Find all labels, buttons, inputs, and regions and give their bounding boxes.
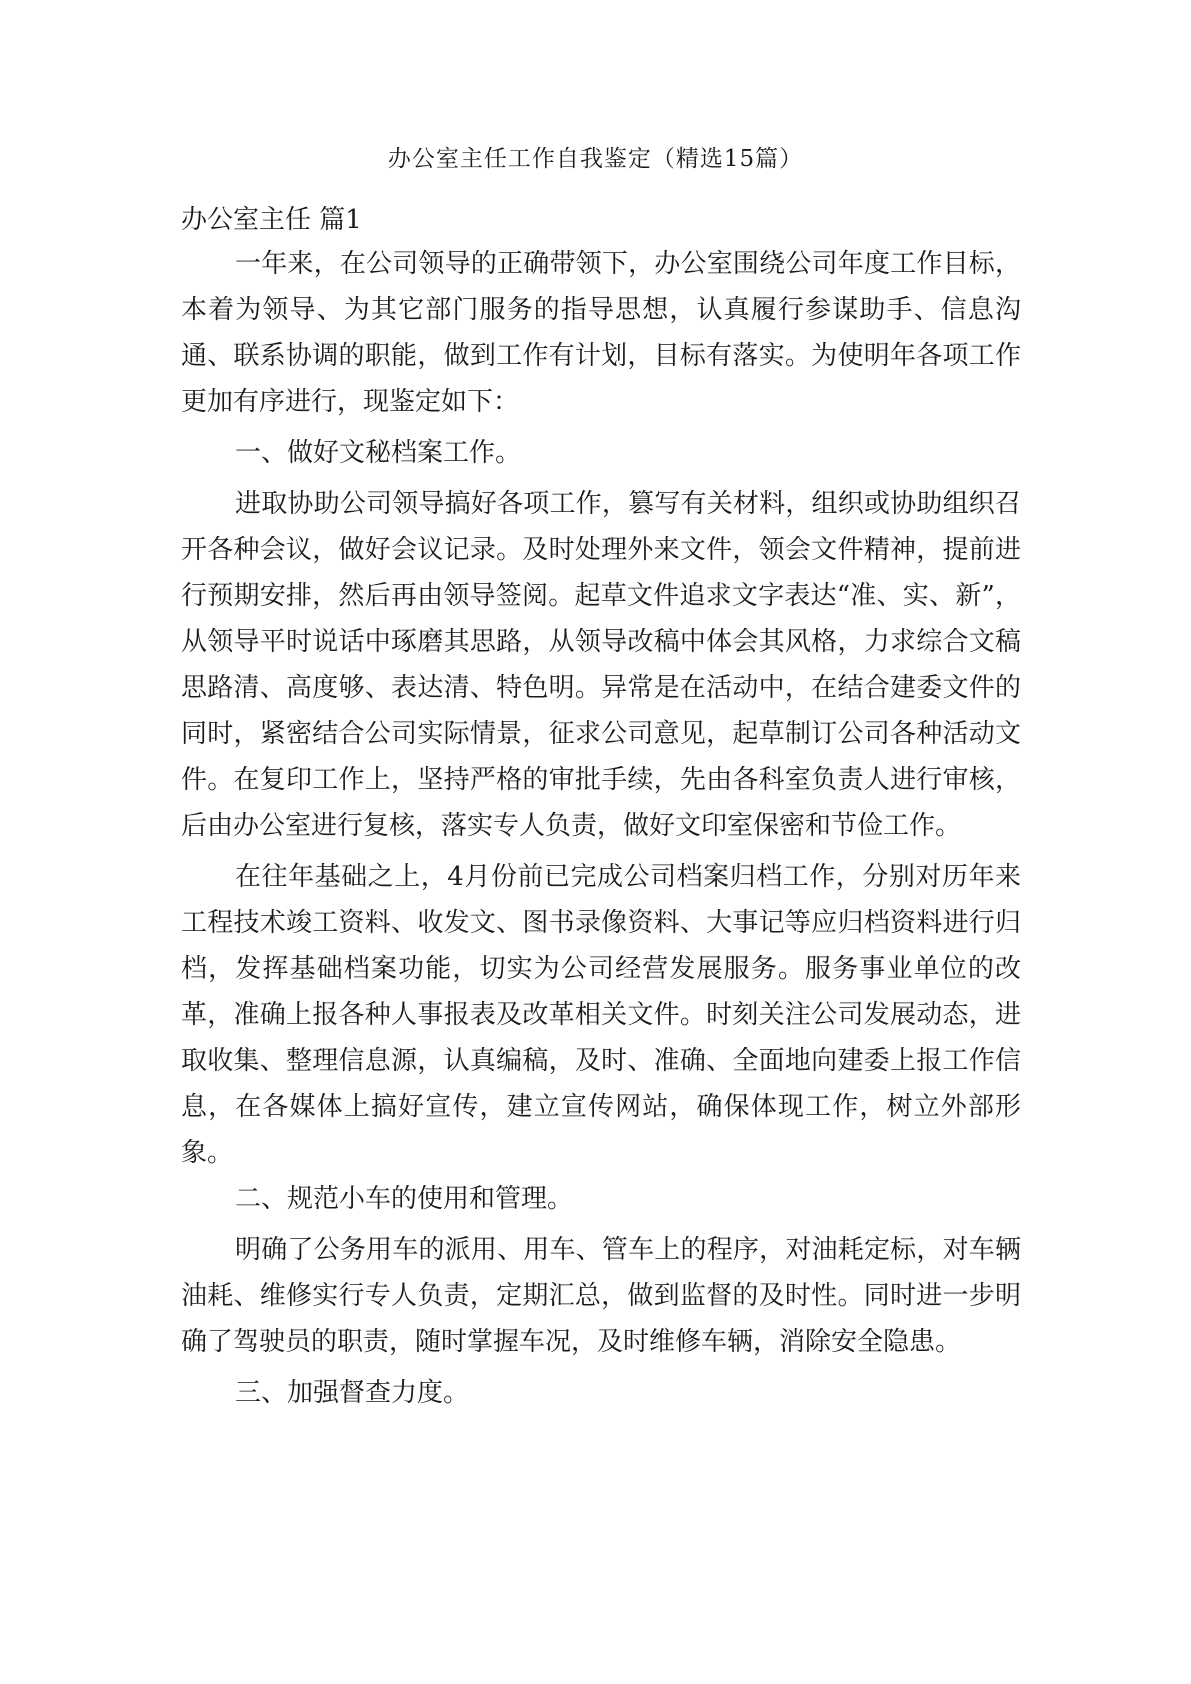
section-heading: 办公室主任 篇1: [181, 205, 362, 235]
paragraph-vehicle-management: 明确了公务用车的派用、用车、管车上的程序，对油耗定标，对车辆油耗、维修实行专人负责，定期汇总，做到监督的及时性。同时进一步明确了驾驶员的职责，随时掌握车况，及时维修车辆，消除安全隐患。: [181, 1235, 1021, 1357]
paragraph-heading-1: 一、做好文秘档案工作。: [235, 438, 522, 468]
paragraph-archive-filing: 在往年基础之上，4月份前已完成公司档案归档工作，分别对历年来工程技术竣工资料、收发文、图书录像资料、大事记等应归档资料进行归档，发挥基础档案功能，切实为公司经营发展服务。服务事业单位的改革，准确上报各种人事报表及改革相关文件。时刻关注公司发展动态，进取收集、整理信息源，认真编稿，及时、准确、全面地向建委上报工作信息，在各媒体上搞好宣传，建立宣传网站，确保体现工作，树立外部形象。: [181, 862, 1021, 1168]
paragraph-intro: 一年来，在公司领导的正确带领下，办公室围绕公司年度工作目标，本着为领导、为其它部门服务的指导思想，认真履行参谋助手、信息沟通、联系协调的职能，做到工作有计划，目标有落实。为使明年各项工作更加有序进行，现鉴定如下：: [181, 249, 1021, 417]
paragraph-archive-work: 进取协助公司领导搞好各项工作，篡写有关材料，组织或协助组织召开各种会议，做好会议记录。及时处理外来文件，领会文件精神，提前进行预期安排，然后再由领导签阅。起草文件追求文字表达“准、实、新”，从领导平时说话中琢磨其思路，从领导改稿中体会其风格，力求综合文稿思路清、高度够、表达清、特色明。异常是在活动中，在结合建委文件的同时，紧密结合公司实际情景，征求公司意见，起草制订公司各种活动文件。在复印工作上，坚持严格的审批手续，先由各科室负责人进行审核，后由办公室进行复核，落实专人负责，做好文印室保密和节俭工作。: [181, 489, 1021, 841]
document-body: [181, 241, 1021, 1416]
document-title: 办公室主任工作自我鉴定（精选15篇）: [387, 146, 804, 172]
paragraph-heading-3: 三、加强督查力度。: [235, 1378, 470, 1408]
paragraph-heading-2: 二、规范小车的使用和管理。: [235, 1184, 574, 1214]
